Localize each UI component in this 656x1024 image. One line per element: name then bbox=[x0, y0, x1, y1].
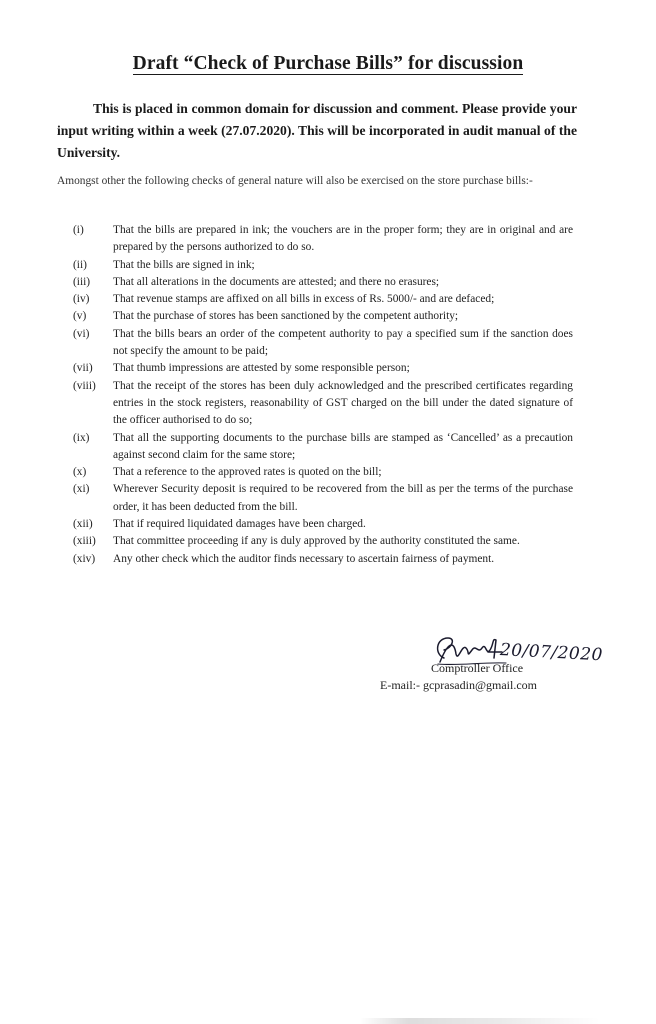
check-text: That the purchase of stores has been sanctioned by the competent authority; bbox=[113, 310, 459, 323]
check-item-2 bbox=[73, 257, 573, 274]
scan-smudge bbox=[360, 1018, 600, 1024]
check-item-9 bbox=[73, 430, 573, 465]
check-text: That all alterations in the documents are attested; and there no erasures; bbox=[113, 275, 440, 288]
signature-block bbox=[380, 632, 640, 702]
check-number: (xii) bbox=[73, 518, 93, 531]
check-number: (i) bbox=[73, 224, 84, 236]
check-item-10 bbox=[73, 464, 573, 481]
check-item-11 bbox=[73, 481, 573, 516]
check-number: (vii) bbox=[73, 362, 93, 375]
check-item-13 bbox=[73, 533, 573, 550]
check-item-3 bbox=[73, 274, 573, 291]
check-text: That the receipt of the stores has been duly acknowledged and the prescribed certificates regarding entries in the stock registers, reasonability of GST charged on the bill under the dated signature of the officer authorised to do so; bbox=[113, 379, 573, 427]
check-number: (xi) bbox=[73, 483, 90, 496]
check-item-4 bbox=[73, 291, 573, 308]
signature-date: 20/07/2020 bbox=[499, 640, 604, 666]
check-item-12 bbox=[73, 516, 573, 533]
check-text: That thumb impressions are attested by some responsible person; bbox=[113, 362, 410, 375]
check-text: That revenue stamps are affixed on all bills in excess of Rs. 5000/- and are defaced; bbox=[113, 293, 495, 306]
document-title bbox=[0, 53, 656, 75]
check-number: (vi) bbox=[73, 327, 90, 340]
check-item-1 bbox=[73, 222, 573, 257]
check-text: That the bills are prepared in ink; the vouchers are in the proper form; they are in original and are prepared by the persons authorized to do so. bbox=[113, 224, 573, 254]
check-number: (xiii) bbox=[73, 535, 96, 548]
check-number: (ii) bbox=[73, 258, 87, 271]
intro-paragraph: Amongst other the following checks of general nature will also be exercised on the store purchase bills:- bbox=[57, 175, 533, 187]
check-item-7 bbox=[73, 360, 573, 377]
check-item-14 bbox=[73, 551, 573, 568]
check-text: That the bills are signed in ink; bbox=[113, 258, 255, 271]
check-text: That if required liquidated damages have been charged. bbox=[113, 518, 366, 531]
discussion-notice: This is placed in common domain for discussion and comment. Please provide your input writing within a week (27.07.2020). This will be incorporated in audit manual of the University. bbox=[57, 101, 577, 160]
check-number: (ix) bbox=[73, 431, 90, 444]
check-text: Any other check which the auditor finds necessary to ascertain fairness of payment. bbox=[113, 552, 495, 565]
check-text: That committee proceeding if any is duly approved by the authority constituted the same. bbox=[113, 535, 520, 548]
check-item-8 bbox=[73, 378, 573, 430]
check-number: (viii) bbox=[73, 379, 96, 392]
check-item-5 bbox=[73, 308, 573, 325]
check-item-6 bbox=[73, 326, 573, 361]
check-number: (v) bbox=[73, 310, 87, 323]
check-text: That the bills bears an order of the competent authority to pay a specified sum if the sanction does not specify the amount to be paid; bbox=[113, 327, 573, 358]
checks-list bbox=[73, 222, 573, 568]
check-number: (xiv) bbox=[73, 552, 96, 565]
check-text: That a reference to the approved rates is quoted on the bill; bbox=[113, 466, 382, 479]
office-name: Comptroller Office bbox=[431, 661, 524, 675]
document-title-text: Draft “Check of Purchase Bills” for discussion bbox=[132, 53, 524, 74]
check-text: That all the supporting documents to the purchase bills are stamped as ‘Cancelled’ as a precaution against second claim for the same store; bbox=[113, 431, 573, 461]
check-number: (iii) bbox=[73, 275, 91, 288]
contact-email: E-mail:- gcprasadin@gmail.com bbox=[380, 678, 538, 692]
check-number: (iv) bbox=[73, 293, 90, 306]
check-text: Wherever Security deposit is required to be recovered from the bill as per the terms of the purchase order, it has been deducted from the bill. bbox=[113, 483, 573, 513]
check-number: (x) bbox=[73, 466, 87, 479]
